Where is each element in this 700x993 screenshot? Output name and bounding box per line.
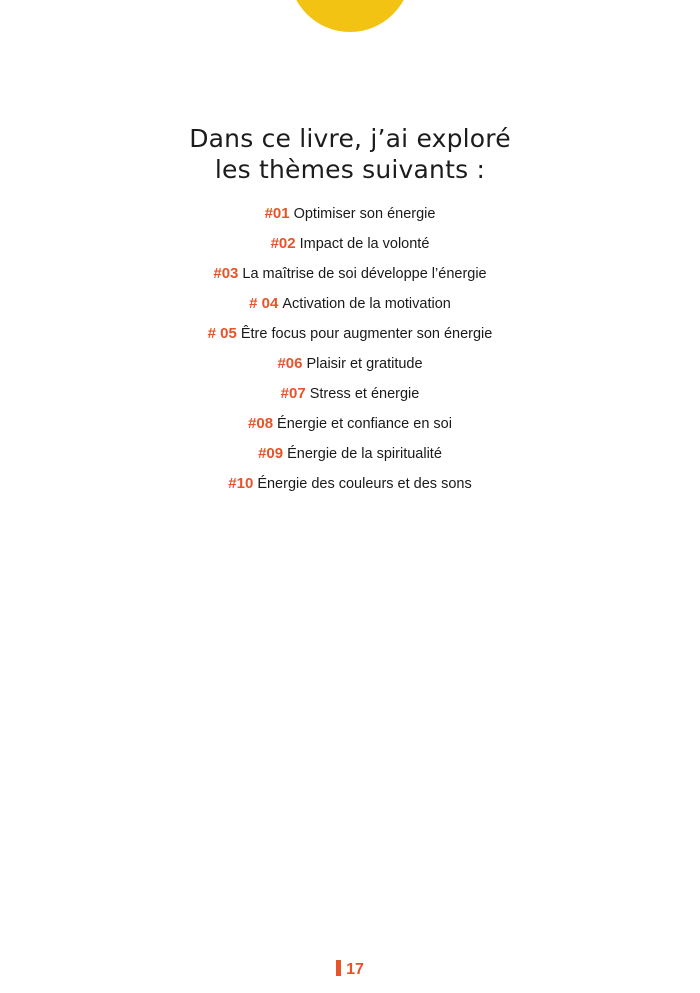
theme-label: Énergie et confiance en soi (277, 416, 452, 432)
theme-label: La maîtrise de soi développe l’énergie (242, 266, 487, 282)
page-footer (0, 960, 700, 979)
theme-label: Énergie des couleurs et des sons (257, 476, 472, 492)
theme-item (0, 383, 700, 413)
theme-number: #07 (280, 385, 306, 402)
theme-item (0, 263, 700, 293)
theme-number: #09 (258, 445, 284, 462)
theme-number: #06 (277, 355, 303, 372)
theme-item (0, 353, 700, 383)
theme-label: Énergie de la spiritualité (287, 446, 442, 462)
theme-label: Activation de la motivation (282, 296, 451, 312)
theme-item (0, 203, 700, 233)
decorative-yellow-circle (289, 0, 411, 32)
theme-number: #01 (264, 205, 290, 222)
page-number: 17 (346, 961, 364, 978)
theme-label: Impact de la volonté (299, 236, 430, 252)
theme-label: Être focus pour augmenter son énergie (240, 326, 493, 342)
theme-list (0, 203, 700, 503)
heading-line-1: Dans ce livre, j’ai exploré (189, 123, 511, 153)
footer-accent-bar (336, 960, 341, 976)
theme-item (0, 443, 700, 473)
theme-number: #03 (213, 265, 239, 282)
theme-number: #08 (248, 415, 274, 432)
theme-item (0, 413, 700, 443)
theme-number: #02 (270, 235, 296, 252)
theme-item (0, 233, 700, 263)
theme-item (0, 473, 700, 503)
theme-number: #10 (228, 475, 254, 492)
theme-label: Stress et énergie (309, 386, 420, 402)
theme-number: # 05 (207, 325, 237, 342)
theme-label: Optimiser son énergie (293, 206, 436, 222)
theme-item (0, 293, 700, 323)
theme-number: # 04 (249, 295, 279, 312)
theme-label: Plaisir et gratitude (306, 356, 423, 372)
heading-line-2: les thèmes suivants : (214, 154, 486, 184)
theme-item (0, 323, 700, 353)
page-heading (0, 123, 700, 185)
